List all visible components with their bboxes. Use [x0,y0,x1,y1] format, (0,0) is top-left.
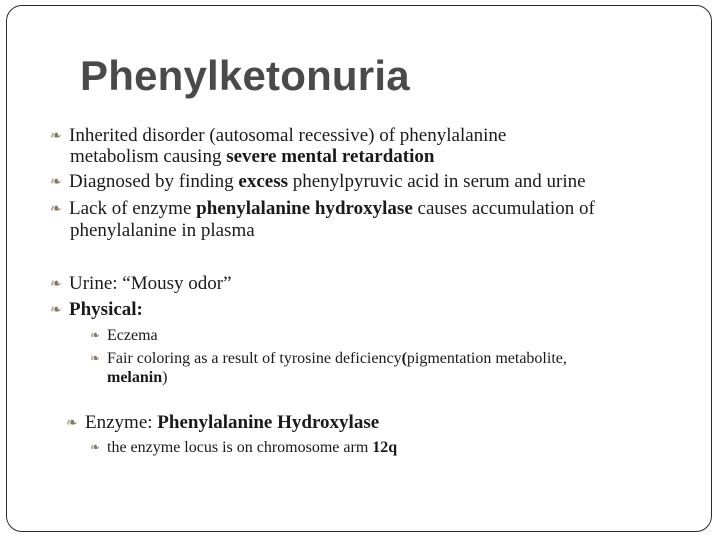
bullet-text: Urine: “Mousy odor” [69,273,232,294]
bullet-text: pigmentation metabolite, [406,350,567,367]
bullet-emphasis: phenylalanine hydroxylase [196,198,413,219]
bullet-text: Inherited disorder (autosomal recessive) of phenylalanine [69,125,507,146]
bullet-emphasis: 12q [372,439,398,456]
subbullet-fair-coloring [90,349,567,368]
bullet-enzyme [66,413,379,434]
bullet-text: ) [162,369,168,386]
bullet-icon: ❧ [50,202,62,217]
bullet-icon: ❧ [50,303,62,318]
bullet-urine [50,274,232,295]
bullet-emphasis: ( [401,350,407,367]
bullet-icon: ❧ [50,175,62,190]
slide-title: Phenylketonuria [80,52,410,99]
bullet-diagnosed [50,172,586,193]
bullet-icon: ❧ [50,129,62,144]
bullet-icon: ❧ [90,440,101,454]
bullet-physical [50,300,143,321]
bullet-text: phenylpyruvic acid in serum and urine [288,171,586,192]
subbullet-enzyme-locus [90,438,397,457]
bullet-emphasis: excess [238,171,288,192]
bullet-emphasis: Phenylalanine Hydroxylase [157,412,380,433]
bullet-lack-of-enzyme-cont [70,221,255,241]
bullet-icon: ❧ [90,328,101,342]
bullet-emphasis: severe mental retardation [226,146,435,167]
bullet-text: Eczema [107,327,158,344]
bullet-text: Enzyme: [85,412,158,433]
bullet-inherited-disorder-cont [70,147,434,167]
bullet-text: Physical: [69,299,143,320]
bullet-text: causes accumulation of [412,198,595,219]
bullet-text: Lack of enzyme [69,198,197,219]
bullet-emphasis: melanin [107,369,163,386]
subbullet-eczema [90,326,158,345]
bullet-icon: ❧ [90,351,101,365]
bullet-text: metabolism causing [70,146,227,167]
bullet-lack-of-enzyme [50,199,595,220]
bullet-text: Diagnosed by finding [69,171,239,192]
bullet-inherited-disorder [50,126,506,147]
bullet-text: the enzyme locus is on chromosome arm [107,439,373,456]
bullet-icon: ❧ [50,277,62,292]
bullet-icon: ❧ [66,416,78,431]
subbullet-fair-coloring-cont [107,369,167,387]
bullet-text: phenylalanine in plasma [70,220,255,241]
bullet-text: Fair coloring as a result of tyrosine deficiency [107,350,402,367]
